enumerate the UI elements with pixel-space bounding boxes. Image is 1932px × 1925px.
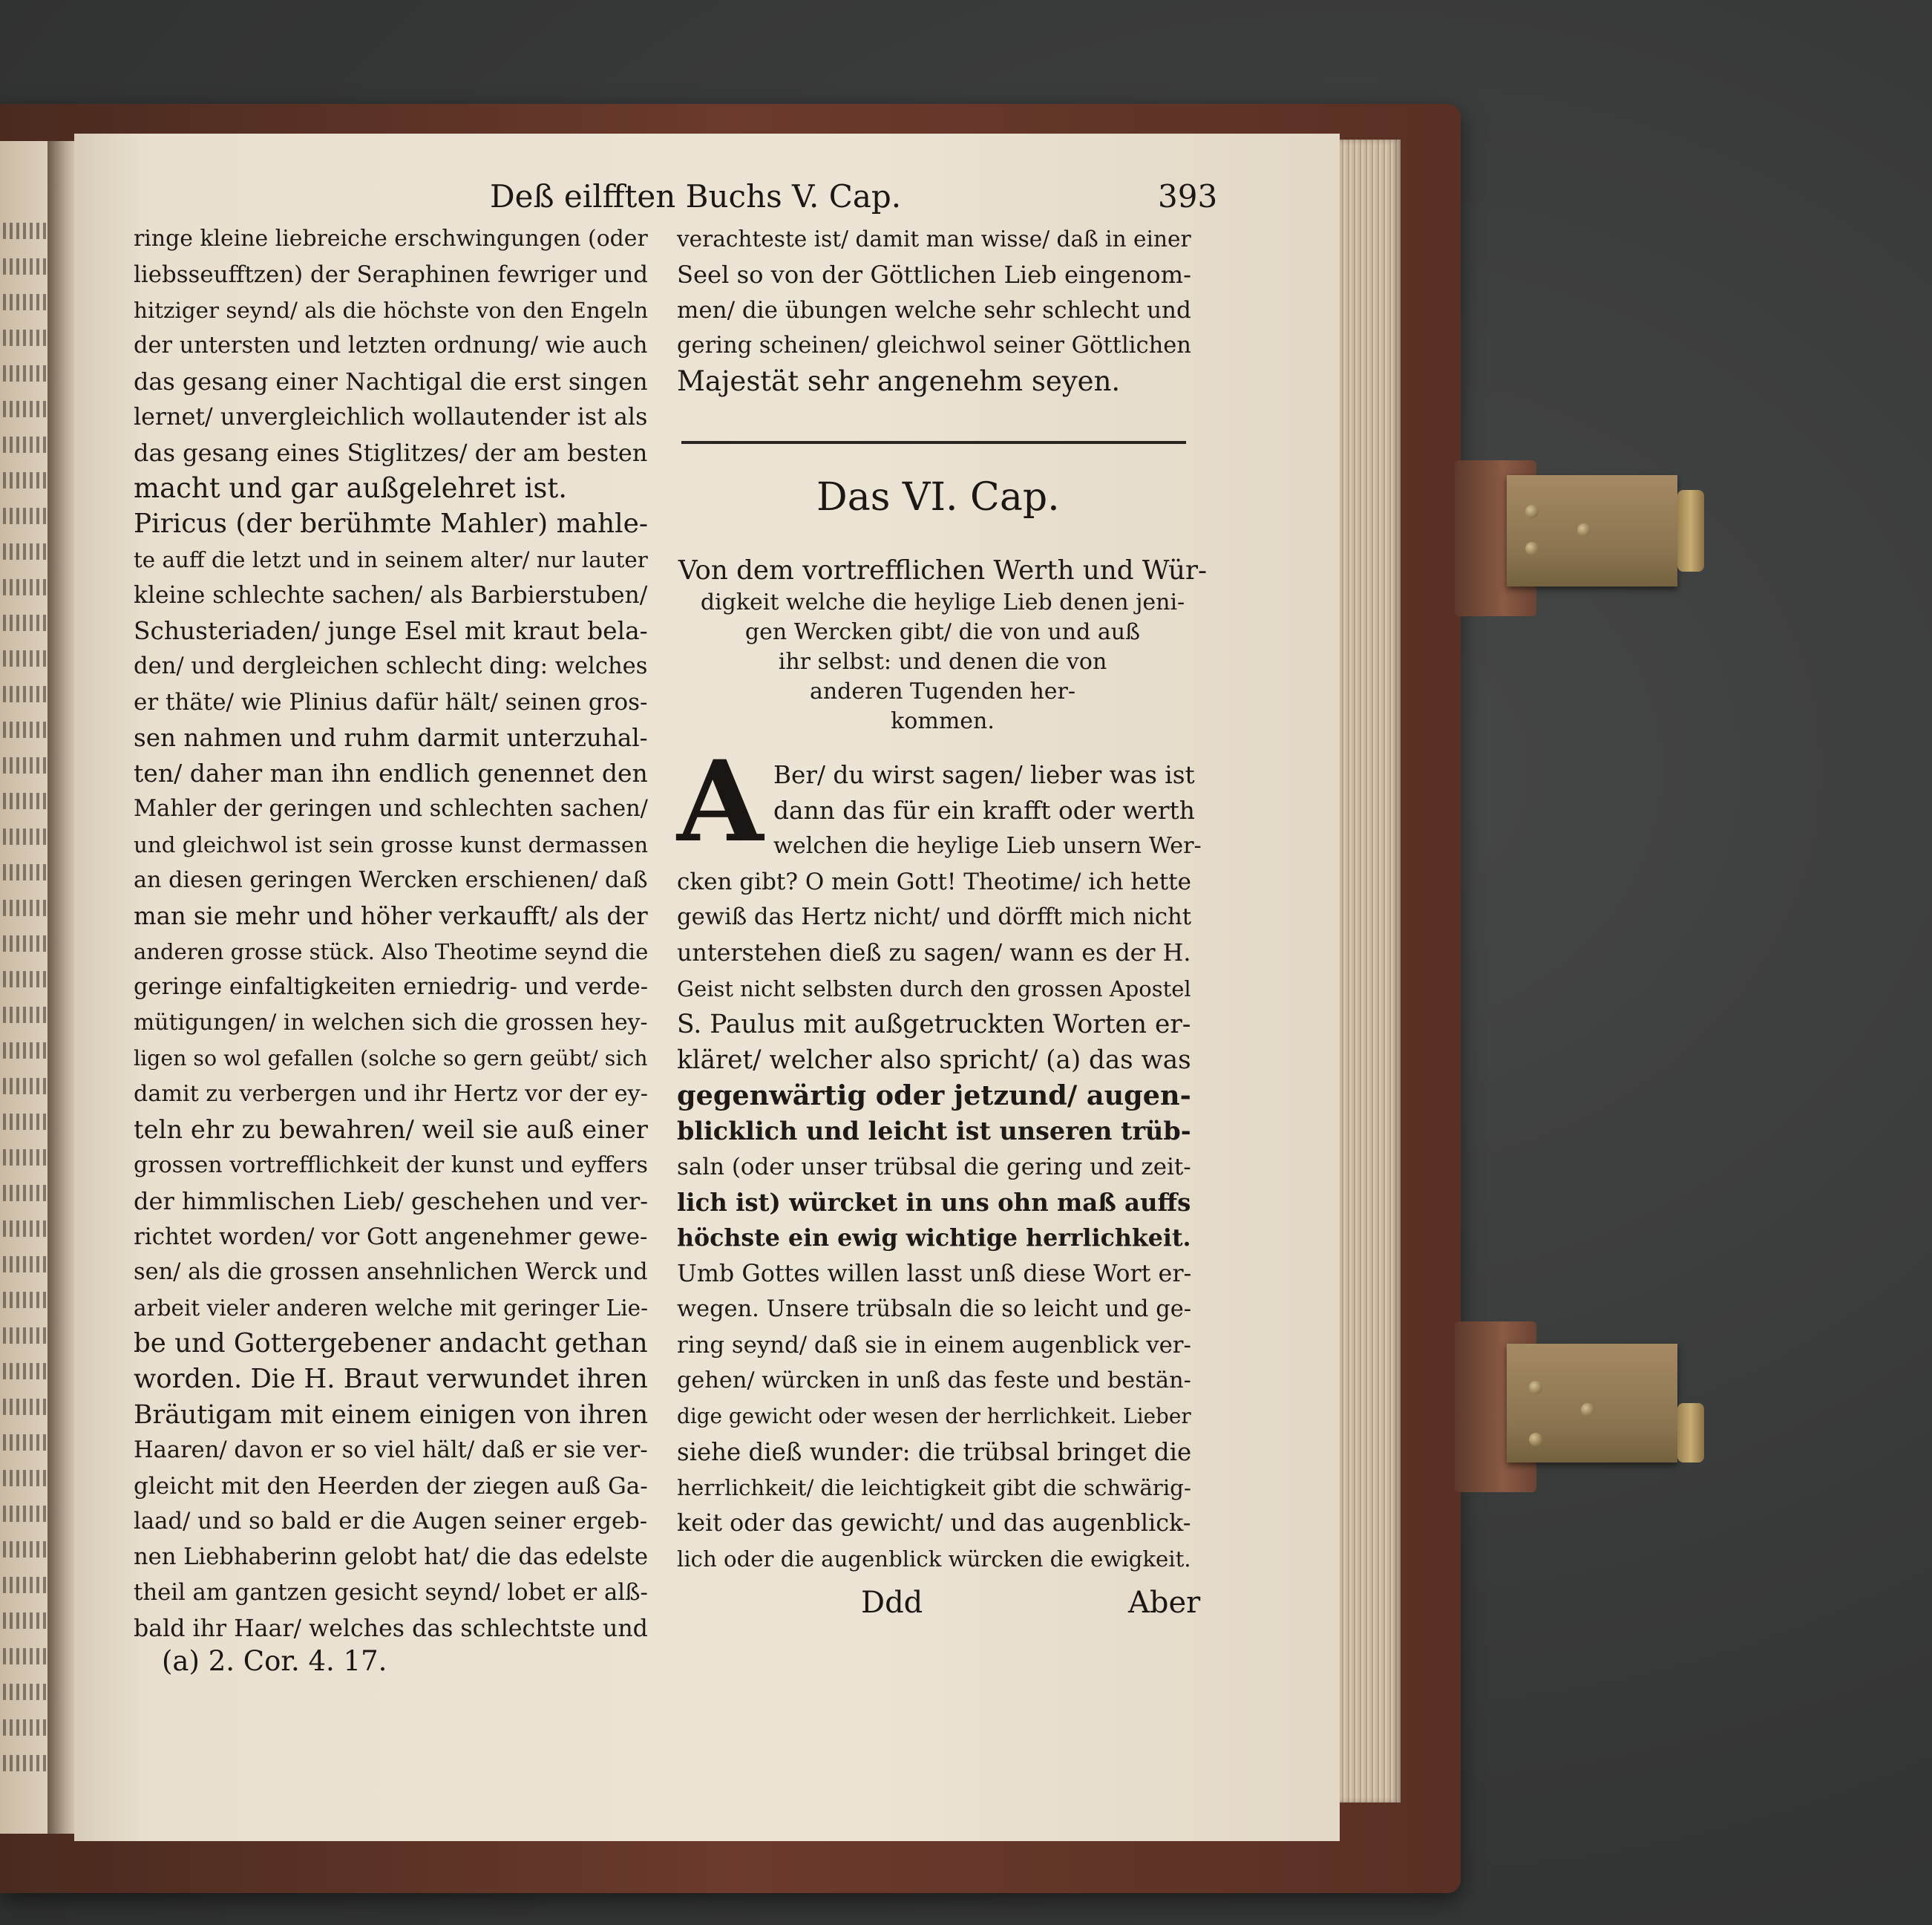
upper-clasp-plate (1507, 475, 1677, 586)
right-text-column-body (677, 757, 1202, 1577)
text-line: Bräutigam mit einem einigen von ihren (134, 1400, 649, 1430)
left-page-text-fragment (3, 686, 46, 702)
text-line: der untersten und letzten ordnung/ wie auch (134, 333, 648, 359)
text-line: Ber/ du wirst sagen/ lieber was ist (773, 761, 1195, 789)
text-line: geringe einfaltigkeiten erniedrig- und verde- (134, 974, 649, 1000)
text-line: hitziger seynd/ als die höchste von den Engeln (134, 298, 649, 323)
chapter-title: Das VI. Cap. (816, 475, 1060, 520)
left-page-text-fragment (3, 971, 46, 987)
left-page-text-fragment (3, 1220, 46, 1237)
text-line: laad/ und so bald er die Augen seiner ergeb- (134, 1509, 648, 1535)
rivet-icon (1525, 542, 1539, 555)
left-page-text-fragment (3, 1541, 46, 1558)
left-page-text-fragment (3, 365, 46, 382)
left-page-text-fragment (3, 1114, 46, 1130)
left-text-column (134, 221, 648, 1647)
text-line: keit oder das gewicht/ und das augenblick- (677, 1510, 1191, 1537)
left-page-text-fragment (3, 543, 46, 560)
left-page-text-fragment (3, 1612, 46, 1629)
text-line: bald ihr Haar/ welches das schlechtste und (134, 1615, 648, 1642)
text-line: wegen. Unsere trübsaln die so leicht und ge- (677, 1296, 1192, 1322)
text-line: theil am gantzen gesicht seynd/ lobet er alß- (134, 1580, 648, 1606)
left-page-text-fragment (3, 1506, 46, 1522)
left-page-text-fragment (3, 1470, 46, 1486)
drop-capital: A (677, 736, 764, 867)
text-line: das gesang eines Stiglitzes/ der am besten (134, 439, 648, 467)
text-line: den/ und dergleichen schlecht ding: welches (134, 653, 648, 679)
left-page-text-fragment (3, 1755, 46, 1771)
text-line: nen Liebhaberinn gelobt hat/ die das edelste (134, 1544, 649, 1570)
text-line: be und Gottergebener andacht gethan (134, 1328, 648, 1359)
text-line: richtet worden/ vor Gott angenehmer gewe- (134, 1223, 648, 1250)
text-line: verachteste ist/ damit man wisse/ daß in einer (677, 226, 1191, 252)
rivet-icon (1525, 505, 1539, 518)
text-line: S. Paulus mit außgetruckten Worten er- (677, 1010, 1191, 1039)
left-page-text-fragment (3, 935, 46, 952)
left-page-text-fragment (3, 1719, 46, 1736)
left-page-text-fragment (3, 757, 46, 774)
text-line: das gesang einer Nachtigal die erst singen (134, 367, 648, 396)
upper-clasp (1455, 460, 1722, 616)
text-line: worden. Die H. Braut verwundet ihren (134, 1364, 648, 1394)
text-line: Seel so von der Göttlichen Lieb eingenom- (677, 261, 1192, 289)
left-page-text-fragment (3, 615, 46, 631)
text-line: lich oder die augenblick würcken die ewigkeit. (677, 1546, 1191, 1572)
left-page-text-fragment (3, 1648, 46, 1664)
text-line: ten/ daher man ihn endlich genennet den (134, 759, 648, 788)
text-line: ringe kleine liebreiche erschwingungen (oder (134, 226, 648, 252)
text-line: gehen/ würcken in unß das feste und bestän- (677, 1367, 1191, 1393)
text-line: Piricus (der berühmte Mahler) mahle- (134, 509, 649, 539)
left-page-text-fragment (3, 1256, 46, 1272)
text-line: Majestät sehr angenehm seyen. (677, 365, 1121, 397)
left-page-text-fragment (3, 401, 46, 417)
text-line: lich ist) würcket in uns ohn maß auffs (677, 1189, 1191, 1217)
text-line: mütigungen/ in welchen sich die grossen hey- (134, 1010, 648, 1036)
rivet-icon (1577, 523, 1591, 537)
upper-clasp-hinge (1677, 490, 1704, 572)
lower-clasp (1455, 1321, 1737, 1492)
text-line: gleicht mit den Heerden der ziegen auß Ga- (134, 1473, 648, 1500)
text-line: grossen vortrefflichkeit der kunst und eyffers (134, 1152, 648, 1178)
subtitle-line: kommen. (891, 708, 995, 734)
text-line: unterstehen dieß zu sagen/ wann es der H. (677, 940, 1191, 967)
text-line: und gleichwol ist sein grosse kunst dermassen (134, 832, 649, 857)
left-page-text-fragment (3, 1078, 46, 1094)
footnote: (a) 2. Cor. 4. 17. (162, 1645, 387, 1677)
text-line: liebsseufftzen) der Seraphinen fewriger und (134, 261, 649, 288)
book-gutter (48, 141, 77, 1834)
left-page-text-fragment (3, 864, 46, 880)
left-page-text-fragment (3, 1577, 46, 1593)
rivet-icon (1529, 1381, 1542, 1394)
left-page-text-fragment (3, 508, 46, 524)
text-line: herrlichkeit/ die leichtigkeit gibt die schwärig- (677, 1475, 1191, 1500)
text-line: blicklich und leicht ist unseren trüb- (677, 1117, 1191, 1145)
left-page-text-fragment (3, 650, 46, 667)
subtitle-line: Von dem vortrefflichen Werth und Wür- (678, 555, 1208, 586)
left-page-text-fragment (3, 579, 46, 595)
left-page-text-fragment (3, 1185, 46, 1201)
text-line: Geist nicht selbsten durch den grossen Apostel (677, 976, 1191, 1001)
text-line: kläret/ welcher also spricht/ (a) das was (677, 1045, 1191, 1075)
page-edges (1340, 140, 1401, 1803)
text-line: siehe dieß wunder: die trübsal bringet die (677, 1438, 1192, 1466)
text-line: gegenwärtig oder jetzund/ augen- (677, 1079, 1191, 1111)
left-page-text-fragment (3, 1007, 46, 1023)
text-line: Mahler der geringen und schlechten sachen/ (134, 796, 648, 822)
text-line: ring seynd/ daß sie in einem augenblick ver- (677, 1332, 1191, 1359)
chapter-rule (681, 441, 1186, 444)
text-line: Haaren/ davon er so viel hält/ daß er sie ver- (134, 1437, 648, 1463)
left-page-text-fragment (3, 1292, 46, 1308)
rivet-icon (1529, 1433, 1542, 1446)
left-page-text-fragment (3, 793, 46, 809)
left-page-text-fragment (3, 828, 46, 845)
left-page-text-fragment (3, 1434, 46, 1451)
left-page-text-fragment (3, 258, 46, 275)
text-line: arbeit vieler anderen welche mit geringer Lie- (134, 1295, 649, 1321)
subtitle-line: gen Wercken gibt/ die von und auß (744, 619, 1141, 645)
text-line: gewiß das Hertz nicht/ und dörfft mich nicht (677, 904, 1192, 930)
text-line: ligen so wol gefallen (solche so gern geübt/ sich (134, 1046, 648, 1071)
text-line: höchste ein ewig wichtige herrlichkeit. (677, 1224, 1191, 1252)
page-number: 393 (1158, 178, 1218, 215)
left-page-edge (0, 141, 50, 1834)
text-line: te auff die letzt und in seinem alter/ nur lauter (134, 547, 648, 572)
text-line: an diesen geringen Wercken erschienen/ daß (134, 867, 648, 893)
left-page-text-fragment (3, 330, 46, 346)
text-line: welchen die heylige Lieb unsern Wer- (773, 833, 1202, 859)
left-page-text-fragment (3, 1363, 46, 1379)
left-page-text-fragment (3, 1327, 46, 1344)
text-line: kleine schlechte sachen/ als Barbierstuben/ (134, 582, 648, 609)
rivet-icon (1581, 1403, 1594, 1416)
left-page-text-fragment (3, 294, 46, 310)
text-line: der himmlischen Lieb/ geschehen und ver- (134, 1187, 649, 1215)
left-page-text-fragment (3, 900, 46, 916)
chapter-subtitle (672, 554, 1214, 736)
right-text-column-top (677, 221, 1191, 399)
lower-clasp-hinge (1677, 1403, 1704, 1462)
text-line: dann das für ein krafft oder werth (773, 797, 1195, 825)
text-line: anderen grosse stück. Also Theotime seynd die (134, 939, 649, 964)
text-line: lernet/ unvergleichlich wollautender ist als (134, 404, 648, 431)
text-line: er thäte/ wie Plinius dafür hält/ seinen gros- (134, 689, 648, 716)
left-page-text-fragment (3, 437, 46, 453)
subtitle-line: digkeit welche die heylige Lieb denen jeni- (700, 589, 1185, 615)
left-page-text-fragment (3, 1149, 46, 1166)
text-line: sen nahmen und ruhm darmit unterzuhal- (134, 724, 648, 752)
catchword: Aber (1128, 1586, 1201, 1620)
text-line: dige gewicht oder wesen der herrlichkeit. Lieber (677, 1404, 1191, 1428)
left-page-text-fragment (3, 472, 46, 488)
text-line: man sie mehr und höher verkaufft/ als der (134, 902, 648, 930)
text-line: macht und gar außgelehret ist. (134, 472, 568, 504)
text-line: damit zu verbergen und ihr Hertz vor der ey- (134, 1081, 648, 1107)
text-line: cken gibt? O mein Gott! Theotime/ ich hette (677, 869, 1191, 895)
text-line: sen/ als die grossen ansehnlichen Werck und (134, 1259, 648, 1285)
text-line: teln ehr zu bewahren/ weil sie auß einer (134, 1115, 648, 1144)
running-header: Deß eilfften Buchs V. Cap. (490, 178, 902, 215)
text-line: Schusteriaden/ junge Esel mit kraut bela- (134, 617, 648, 645)
text-line: saln (oder unser trübsal die gering und zeit- (677, 1154, 1191, 1180)
text-line: men/ die übungen welche sehr schlecht und (677, 297, 1191, 324)
left-page-text-fragment (3, 722, 46, 738)
subtitle-line: ihr selbst: und denen die von (778, 649, 1107, 675)
signature-mark: Ddd (861, 1586, 923, 1620)
text-line: gering scheinen/ gleichwol seiner Göttlichen (677, 333, 1191, 359)
left-page-text-fragment (3, 1042, 46, 1059)
left-page-text-fragment (3, 223, 46, 239)
text-line: Umb Gottes willen lasst unß diese Wort er- (677, 1261, 1192, 1287)
left-page-text-fragment (3, 1399, 46, 1415)
subtitle-line: anderen Tugenden her- (809, 679, 1076, 705)
left-page-text-fragment (3, 1684, 46, 1700)
